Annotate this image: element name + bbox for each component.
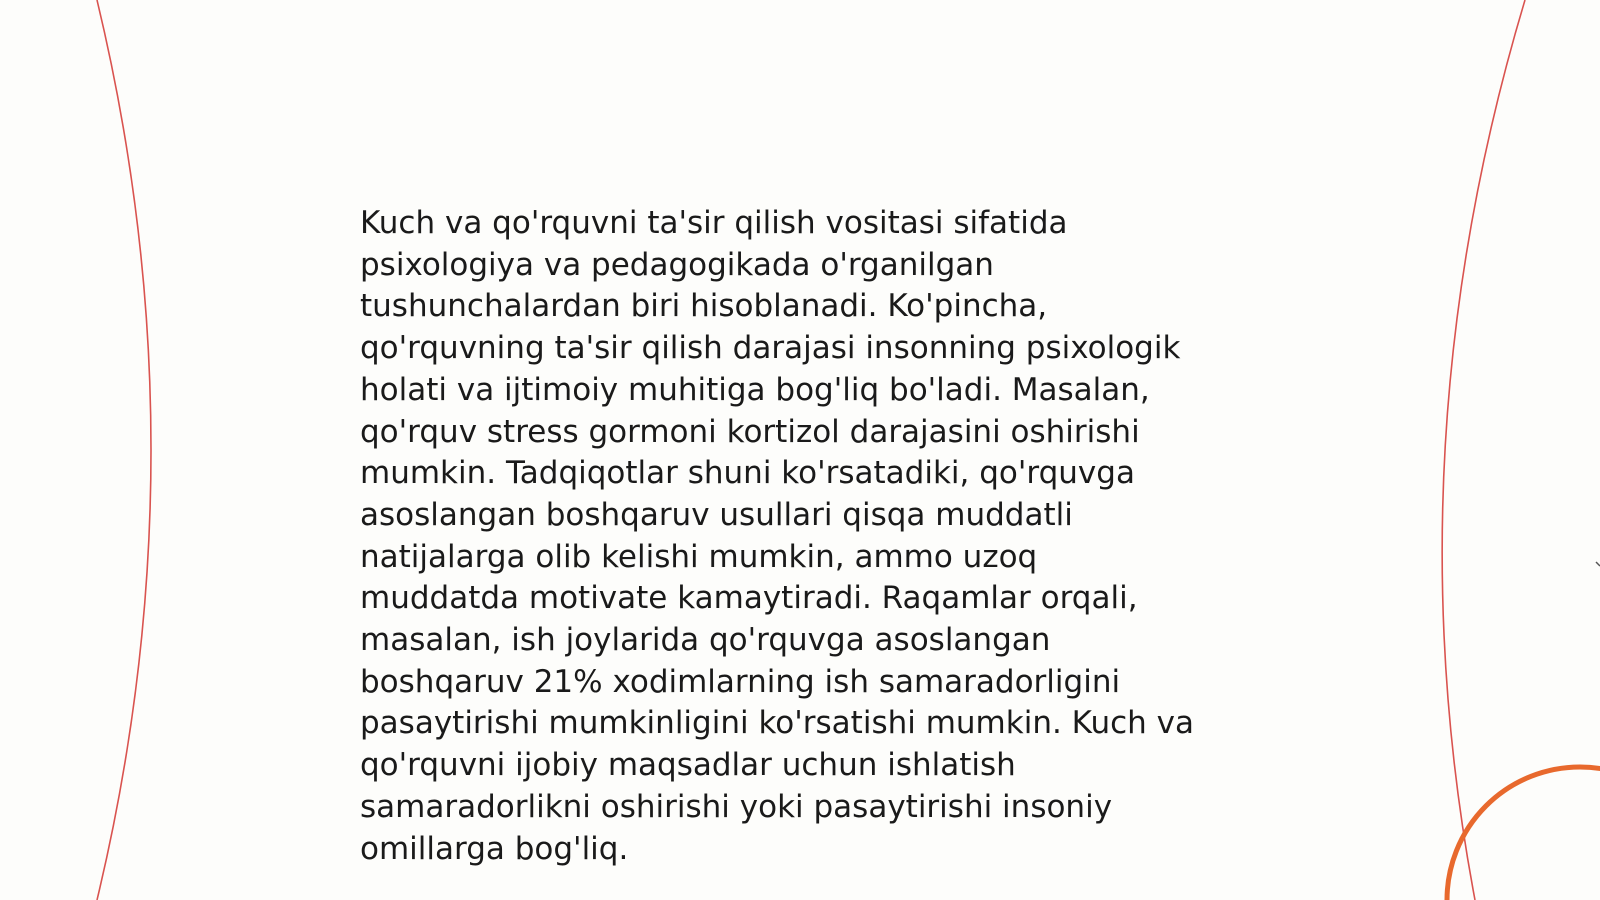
accent-circle	[1447, 767, 1600, 900]
body-paragraph: Kuch va qo'rquvni ta'sir qilish vositasi sifatida psixologiya va pedagogikada o'rganilgan tushunchalardan biri hisoblanadi. Ko'pincha, qo'rquvning ta'sir qilish darajasi insonning psixologik holati va ijtimoiy muhitiga bog'liq bo'ladi. Masalan, qo'rquv stress gormoni kortizol darajasini oshirishi mumkin. Tadqiqotlar shuni ko'rsatadiki, qo'rquvga asoslangan boshqaruv usullari qisqa muddatli natijalarga olib kelishi mumkin, ammo uzoq muddatda motivate kamaytiradi. Raqamlar orqali, masalan, ish joylarida qo'rquvga asoslangan boshqaruv 21% xodimlarning ish samaradorligini pasaytirishi mumkinligini ko'rsatishi mumkin. Kuch va qo'rquvni ijobiy maqsadlar uchun ishlatish samaradorlikni oshirishi yoki pasaytirishi insoniy omillarga bog'liq.	[360, 205, 1194, 867]
left-curve-line	[97, 0, 151, 900]
right-curve-line	[1442, 0, 1525, 900]
edge-tick-mark	[1596, 562, 1600, 566]
